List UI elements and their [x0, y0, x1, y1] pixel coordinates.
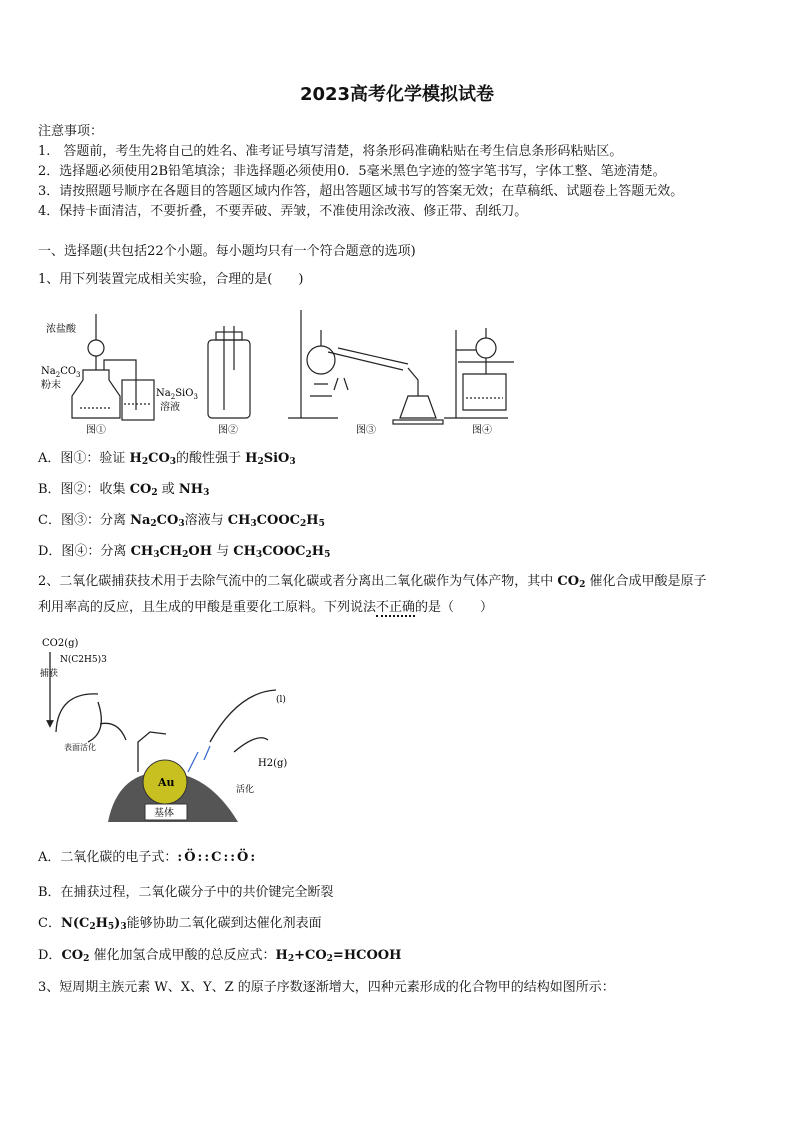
q2-option-b[interactable]: B．在捕获过程，二氧化碳分子中的共价键完全断裂: [38, 885, 334, 900]
caption-4: 图④: [472, 425, 492, 436]
label-base: 基体: [154, 808, 174, 819]
q1-option-c[interactable]: C．图③：分离 $Na_2CO_3$溶液与 $CH_3COOC_2H_5$: [38, 513, 325, 529]
q2-option-c[interactable]: C．$N(C_2H_5)_3$能够协助二氧化碳到达催化剂表面: [38, 916, 322, 932]
caption-2: 图②: [218, 425, 238, 436]
label-hcl: 浓盐酸: [46, 324, 76, 335]
section-heading: 一、选择题(共包括22个小题。每小题均只有一个符合题意的选项): [38, 244, 416, 259]
question-3-stem: 3、短周期主族元素 W、X、Y、Z 的原子序数逐渐增大，四种元素形成的化合物甲的结构如图所示：: [38, 980, 615, 995]
question-1-stem: 1、用下列装置完成相关实验，合理的是( ): [38, 272, 304, 287]
notice-heading: 注意事项：: [38, 124, 104, 139]
label-liquid: (l): [276, 695, 286, 705]
label-capture: 捕获: [40, 669, 59, 679]
caption-1: 图①: [86, 425, 106, 436]
notice-2: 2．选择题必须使用2B铅笔填涂；非选择题必须使用0．5毫米黑色字迹的签字笔书写，字体工整、笔迹清楚。: [38, 164, 666, 179]
q1-option-a[interactable]: A．图①：验证 $H_2CO_3$的酸性强于 $H_2SiO_3$: [38, 451, 296, 467]
catalysis-diagram: [38, 632, 298, 832]
notice-4: 4．保持卡面清洁，不要折叠，不要弄破、弄皱，不准使用涂改液、修正带、刮纸刀。: [38, 204, 528, 219]
label-co2g: CO2(g): [42, 638, 79, 649]
label-na2co3: $Na_2CO_3$: [41, 366, 81, 379]
page-title: 2023高考化学模拟试卷: [299, 84, 495, 105]
notice-1: 1. 答题前，考生先将自己的姓名、准考证号填写清楚，将条形码准确粘贴在考生信息条形码粘贴区。: [38, 144, 623, 159]
label-solution: 溶液: [160, 402, 180, 413]
notice-3: 3．请按照题号顺序在各题目的答题区域内作答，超出答题区域书写的答案无效；在草稿纸、试题卷上答题无效。: [38, 184, 684, 199]
caption-3: 图③: [356, 425, 376, 436]
label-na2sio3: $Na_2SiO_3$: [156, 388, 198, 401]
label-au: Au: [158, 776, 175, 789]
question-2-stem-line2: 利用率高的反应，且生成的甲酸是重要化工原料。下列说法不正确的是（ ）: [38, 600, 494, 615]
label-h2g: H2(g): [258, 758, 288, 769]
q2-option-a[interactable]: A．二氧化碳的电子式：:Ö::C::Ö:: [38, 850, 258, 865]
apparatus-figure: [38, 300, 523, 440]
label-activate: 活化: [236, 785, 255, 795]
q1-option-d[interactable]: D．图④：分离 $CH_3CH_2OH$ 与 $CH_3COOC_2H_5$: [38, 544, 331, 560]
label-surface: 表面活化: [64, 743, 96, 752]
label-powder: 粉末: [41, 380, 61, 391]
label-amine: N(C2H5)3: [60, 655, 107, 665]
question-2-stem-line1: 2、二氧化碳捕获技术用于去除气流中的二氧化碳或者分离出二氧化碳作为气体产物，其中 $CO_2$ 催化合成甲酸是原子: [38, 574, 707, 590]
q2-option-d[interactable]: D．$CO_2$ 催化加氢合成甲酸的总反应式：$H_2+CO_2=HCOOH$: [38, 948, 402, 964]
q1-option-b[interactable]: B．图②：收集 $CO_2$ 或 $NH_3$: [38, 482, 210, 498]
